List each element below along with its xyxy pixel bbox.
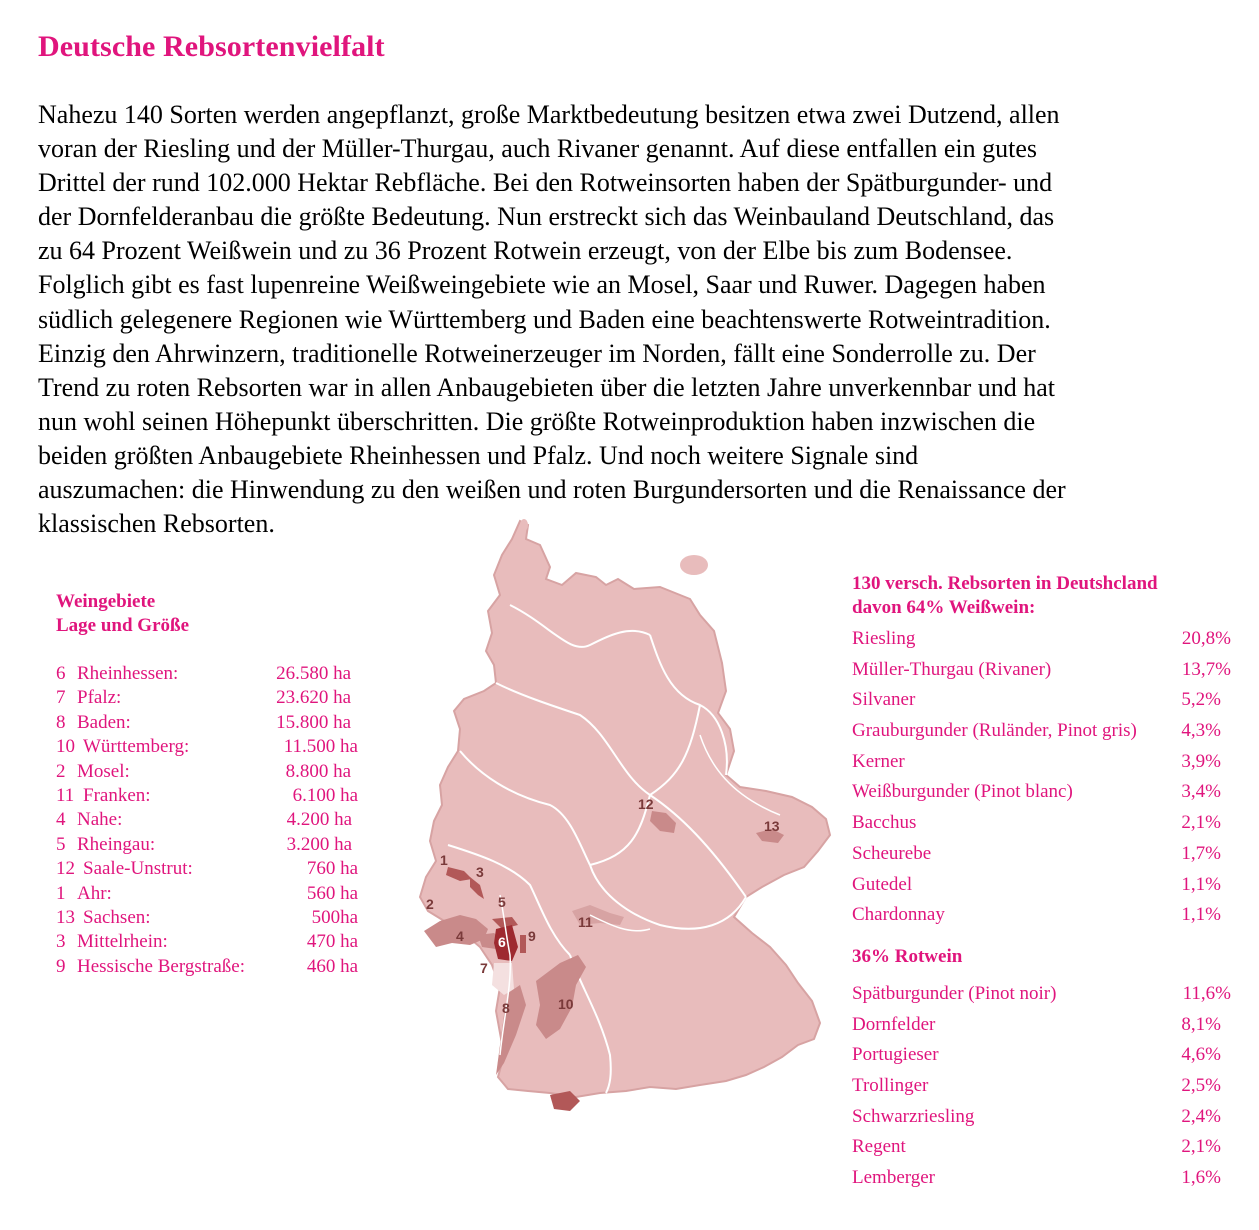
list-item (852, 1010, 1237, 1041)
grape-name: Riesling (852, 628, 916, 649)
page-title: Deutsche Rebsortenvielfalt (38, 30, 385, 63)
list-item (852, 808, 1237, 839)
red-wine-list (852, 979, 1237, 1194)
red-wine-heading: 36% Rotwein (852, 945, 963, 967)
grape-share: 1,1% (1181, 904, 1221, 926)
grape-name: Spätburgunder (Pinot noir) (852, 982, 1057, 1004)
grape-share: 1,1% (1181, 873, 1221, 895)
island-shape (520, 519, 528, 531)
legend-row (56, 686, 376, 710)
region-area: 8.800 ha (285, 760, 351, 782)
grape-name: Scheurebe (852, 842, 932, 864)
region-name: Franken: (83, 784, 151, 806)
region-number: 11 (56, 784, 75, 806)
grape-share: 1,7% (1181, 842, 1221, 864)
grape-share: 5,2% (1181, 689, 1221, 711)
region-bergstrasse (520, 935, 526, 953)
map-label-2: 2 (426, 896, 434, 912)
intro-paragraph (38, 98, 1228, 541)
list-item (852, 624, 1237, 655)
region-name: Nahe: (77, 809, 123, 831)
grape-name: Regent (852, 1136, 906, 1158)
legend-row (56, 808, 376, 832)
region-area: 4.200 ha (286, 809, 352, 831)
region-name: Rheinhessen: (77, 663, 179, 684)
legend-row (56, 662, 376, 686)
grape-name: Kerner (852, 750, 905, 772)
region-area: 26.580 ha (276, 663, 351, 684)
grape-name: Lemberger (852, 1167, 935, 1188)
region-name: Rheingau: (77, 833, 156, 855)
map-label-12: 12 (638, 796, 654, 812)
grape-share: 13,7% (1181, 658, 1231, 680)
list-item (852, 1071, 1237, 1102)
grape-share: 3,9% (1181, 750, 1221, 772)
map-label-1: 1 (440, 852, 448, 868)
region-number: 9 (56, 955, 66, 977)
list-item (852, 1102, 1237, 1133)
grape-share: 1,6% (1181, 1167, 1221, 1188)
region-name: Sachsen: (83, 906, 151, 928)
grape-name: Grauburgunder (Ruländer, Pinot gris) (852, 720, 1137, 742)
region-number: 7 (56, 687, 66, 709)
legend-row (56, 955, 376, 979)
region-area: 560 ha (306, 882, 358, 904)
map-label-5: 5 (498, 894, 506, 910)
intro-line: zu 64 Prozent Weißwein und zu 36 Prozent Rotwein erzeugt, von der Elbe bis zum Bodensee. (38, 236, 1013, 266)
white-wine-heading: davon 64% Weißwein: (852, 597, 1036, 618)
map-label-13: 13 (764, 818, 780, 834)
grape-name: Bacchus (852, 812, 917, 834)
grape-name: Dornfelder (852, 1013, 936, 1035)
region-area: 11.500 ha (283, 736, 358, 758)
legend-row (56, 833, 376, 857)
grape-name: Müller-Thurgau (Rivaner) (852, 658, 1052, 680)
grape-name: Chardonnay (852, 904, 945, 926)
legend-heading: Weingebiete (56, 591, 156, 612)
legend-row (56, 784, 376, 808)
legend-subheading: Lage und Größe (56, 615, 190, 636)
legend-row (56, 711, 376, 735)
list-item (852, 1040, 1237, 1071)
region-name: Mittelrhein: (77, 931, 168, 953)
region-area: 470 ha (306, 931, 358, 953)
island-shape (680, 555, 708, 575)
grape-share: 2,5% (1181, 1074, 1221, 1096)
grape-share: 11,6% (1182, 982, 1231, 1004)
map-label-3: 3 (476, 864, 484, 880)
region-number: 8 (56, 711, 66, 733)
grape-name: Trollinger (852, 1074, 929, 1096)
intro-line: Drittel der rund 102.000 Hektar Rebfläche. Bei den Rotweinsorten haben der Spätburgunder- und (38, 168, 1053, 198)
germany-outline (420, 521, 830, 1097)
legend-row (56, 857, 376, 881)
region-number: 5 (56, 833, 66, 855)
list-item (852, 1163, 1237, 1194)
map-label-10: 10 (558, 996, 574, 1012)
map-label-8: 8 (502, 1000, 510, 1016)
map-label-11: 11 (578, 914, 593, 930)
legend-row (56, 882, 376, 906)
map-svg (400, 515, 840, 1130)
region-area: 6.100 ha (292, 784, 358, 806)
intro-line: Trend zu roten Rebsorten war in allen Anbaugebieten über die letzten Jahre unverkennbar und hat (38, 372, 1056, 402)
grape-share: 2,1% (1181, 1136, 1221, 1158)
grape-name: Weißburgunder (Pinot blanc) (852, 781, 1073, 803)
intro-line: auszumachen: die Hinwendung zu den weißen und roten Burgundersorten und die Renaissance der (38, 475, 1066, 505)
region-number: 1 (56, 882, 66, 904)
legend-row (56, 906, 376, 930)
grape-name: Gutedel (852, 873, 913, 895)
germany-wine-map (400, 515, 840, 1130)
legend-row (56, 735, 376, 759)
grapes-heading: 130 versch. Rebsorten in Deutshcland (852, 573, 1158, 594)
intro-line: voran der Riesling und der Müller-Thurgau, auch Rivaner genannt. Auf diese entfallen ein gutes (38, 134, 1037, 164)
legend-rows (56, 662, 376, 979)
grape-share: 3,4% (1181, 781, 1221, 803)
grape-varieties (852, 572, 1237, 1194)
list-item (852, 777, 1237, 808)
intro-line: südlich gelegenere Regionen wie Württemberg und Baden eine beachtenswerte Rotweintradition. (38, 304, 1051, 334)
region-number: 2 (56, 760, 66, 782)
region-number: 3 (56, 931, 66, 953)
legend-row (56, 760, 376, 784)
list-item (852, 1132, 1237, 1163)
white-wine-list (852, 624, 1237, 931)
region-name: Württemberg: (83, 736, 190, 758)
region-area: 23.620 ha (276, 687, 351, 709)
region-area: 460 ha (306, 955, 358, 977)
region-name: Baden: (77, 711, 131, 733)
region-name: Ahr: (77, 882, 112, 904)
region-area: 500ha (311, 906, 358, 928)
grape-share: 4,3% (1181, 720, 1221, 742)
region-number: 13 (56, 906, 75, 928)
list-item (852, 655, 1237, 686)
intro-line: klassischen Rebsorten. (38, 509, 275, 539)
region-number: 6 (56, 663, 66, 684)
list-item (852, 900, 1237, 931)
region-area: 3.200 ha (286, 833, 352, 855)
region-name: Saale-Unstrut: (83, 858, 193, 880)
grape-name: Schwarzriesling (852, 1105, 975, 1127)
region-number: 10 (56, 736, 75, 758)
intro-line: Einzig den Ahrwinzern, traditionelle Rotweinerzeuger im Norden, fällt eine Sonderrolle zu. Der (38, 338, 1036, 368)
intro-line: Nahezu 140 Sorten werden angepflanzt, große Marktbedeutung besitzen etwa zwei Dutzend, allen (38, 100, 1060, 129)
map-label-4: 4 (456, 928, 464, 944)
grape-share: 2,4% (1181, 1105, 1221, 1127)
map-label-9: 9 (528, 928, 536, 944)
list-item (852, 685, 1237, 716)
intro-line: der Dornfelderanbau die größte Bedeutung. Nun erstreckt sich das Weinbauland Deutschland, das (38, 202, 1055, 232)
region-area: 15.800 ha (276, 711, 351, 733)
grape-share: 20,8% (1181, 628, 1231, 649)
grape-share: 8,1% (1181, 1013, 1221, 1035)
list-item (852, 839, 1237, 870)
list-item (852, 716, 1237, 747)
region-area: 760 ha (306, 858, 358, 880)
list-item (852, 979, 1237, 1010)
intro-line: beiden größten Anbaugebiete Rheinhessen und Pfalz. Und noch weitere Signale sind (38, 440, 919, 470)
region-name: Mosel: (77, 760, 130, 782)
region-number: 12 (56, 858, 75, 880)
region-name: Hessische Bergstraße: (77, 955, 245, 977)
list-item (852, 870, 1237, 901)
legend-row (56, 930, 376, 954)
region-legend (56, 590, 376, 977)
grape-name: Silvaner (852, 689, 916, 711)
grape-share: 2,1% (1181, 812, 1221, 834)
grape-share: 4,6% (1181, 1044, 1221, 1066)
intro-line: nun wohl seinen Höhepunkt überschritten. Die größte Rotweinproduktion haben inzwischen die (38, 406, 1036, 436)
intro-line: Folglich gibt es fast lupenreine Weißweingebiete wie an Mosel, Saar und Ruwer. Dagegen haben (38, 270, 1046, 300)
list-item (852, 747, 1237, 778)
region-name: Pfalz: (77, 687, 122, 709)
grape-name: Portugieser (852, 1044, 939, 1066)
map-label-6: 6 (498, 934, 506, 950)
map-label-7: 7 (480, 960, 488, 976)
region-number: 4 (56, 809, 66, 831)
